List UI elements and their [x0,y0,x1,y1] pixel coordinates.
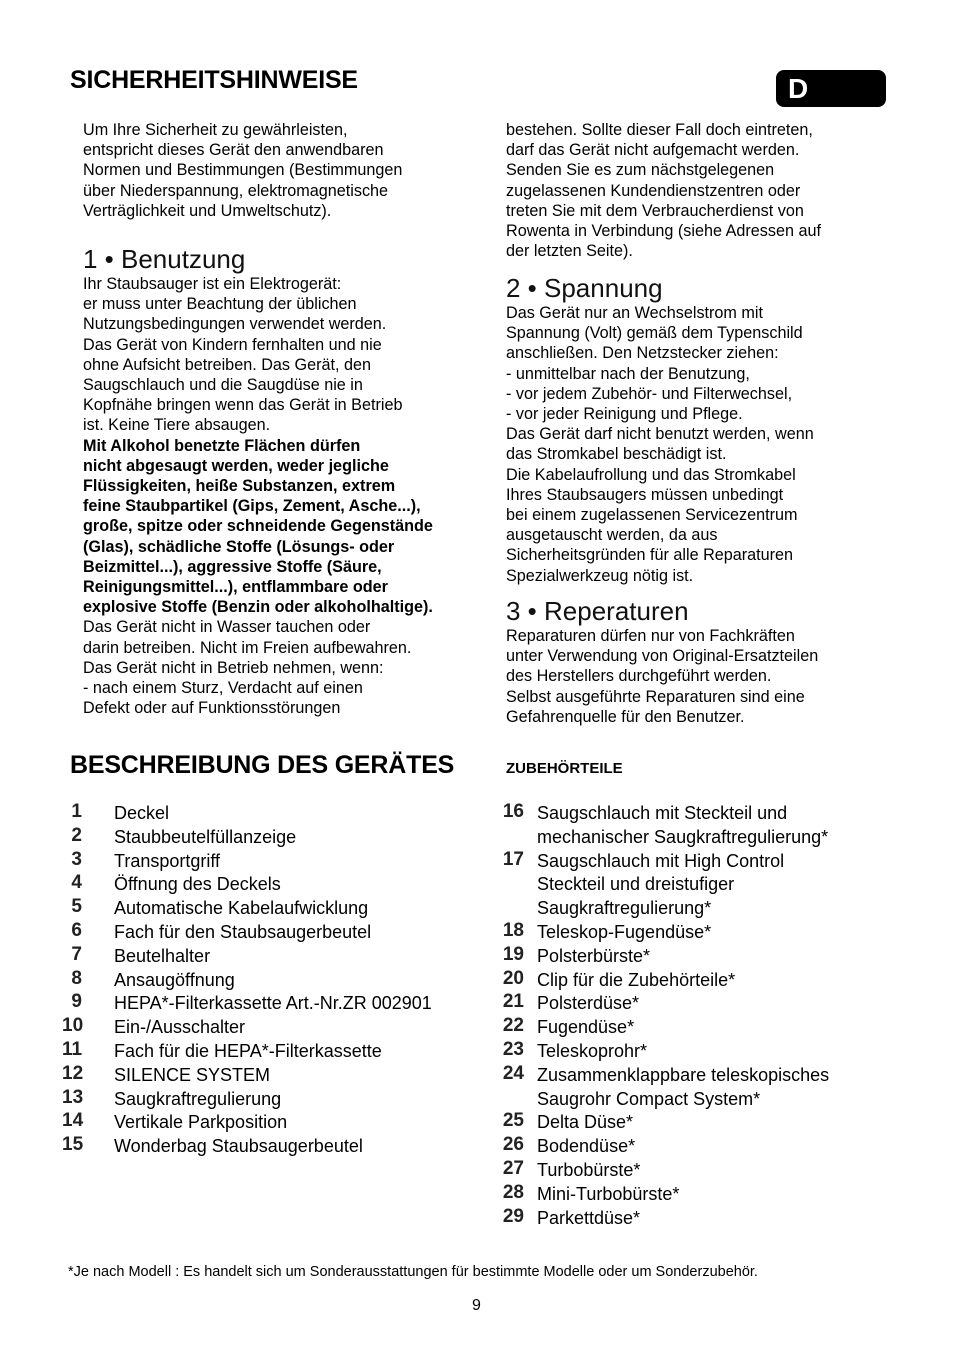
text-line: zugelassenen Kundendienstzentren oder [506,181,801,200]
text-line: Senden Sie es zum nächstgelegenen [506,161,775,180]
part-number: 7 [71,943,82,965]
text-line: Selbst ausgeführte Reparaturen sind eine [506,687,805,706]
warning-line: nicht abgesaugt werden, weder jegliche [83,456,389,475]
accessory-number: 18 [502,920,524,941]
text-line: Spannung (Volt) gemäß dem Typenschild [506,324,803,343]
accessory-label: Clip für die Zubehörteile* [537,969,736,990]
part-label: Deckel [114,803,170,823]
accessory-label: Polsterdüse* [537,993,640,1014]
text-line: Das Gerät nicht in Wasser tauchen oder [83,618,371,637]
description-title: BESCHREIBUNG DES GERÄTES [70,751,455,779]
part-label: Vertikale Parkposition [114,1112,288,1133]
part-label: Fach für den Staubsaugerbeutel [114,922,372,942]
part-number: 14 [62,1110,84,1132]
page-number: 9 [472,1297,481,1314]
text-line: er muss unter Beachtung der üblichen [83,295,357,314]
accessory-number: 19 [502,943,524,965]
intro-line: Verträglichkeit und Umweltschutz). [83,201,332,220]
warning-line: feine Staubpartikel (Gips, Zement, Asche...), [83,497,421,516]
accessory-number: 25 [502,1110,524,1132]
text-line: darf das Gerät nicht aufgemacht werden. [506,141,800,160]
page-title: SICHERHEITSHINWEISE [70,66,358,94]
language-badge: D [776,70,886,107]
part-label: Staubbeutelfüllanzeige [114,826,297,847]
warning-line: Flüssigkeiten, heiße Substanzen, extrem [83,477,396,496]
text-line: Das Gerät von Kindern fernhalten und nie [83,335,382,354]
accessory-label: Fugendüse* [537,1017,635,1038]
intro-line: Normen und Bestimmungen (Bestimmungen [83,161,403,180]
text-line: - vor jedem Zubehör- und Filterwechsel, [506,384,793,403]
warning-line: Mit Alkohol benetzte Flächen dürfen [83,436,361,455]
text-line: bestehen. Sollte dieser Fall doch eintreten, [506,121,813,139]
text-line: Kopfnähe bringen wenn das Gerät in Betrieb [83,396,403,415]
part-number: 15 [62,1134,84,1156]
intro-line: Um Ihre Sicherheit zu gewährleisten, [83,121,348,139]
accessory-number: 17 [502,848,524,870]
accessory-label: Saugschlauch mit Steckteil und [537,803,788,823]
part-number: 12 [62,1062,84,1084]
text-line: Das Gerät nur an Wechselstrom mit [506,304,763,322]
text-line: ist. Keine Tiere absaugen. [83,416,271,435]
text-line: anschließen. Den Netzstecker ziehen: [506,344,779,363]
part-label: Fach für die HEPA*-Filterkassette [114,1041,382,1061]
section-benutzung-text [83,274,478,718]
part-label: Wonderbag Staubsaugerbeutel [114,1136,363,1157]
text-line: Saugschlauch und die Saugdüse nie in [83,376,363,395]
part-number: 6 [71,920,82,941]
section-spannung-text [506,303,896,586]
part-number: 8 [71,967,82,989]
section-heading-benutzung: 1 • Benutzung [83,244,246,274]
accessory-number: 22 [502,1015,524,1037]
text-line: das Stromkabel beschädigt ist. [506,445,727,464]
warning-line: große, spitze oder schneidende Gegenstände [83,517,433,536]
text-line: treten Sie mit dem Verbraucherdienst von [506,201,804,220]
part-number: 5 [71,896,82,918]
accessory-number: 24 [502,1062,524,1084]
warning-line: Beizmittel...), aggressive Stoffe (Säure, [83,557,382,576]
text-line: Ihres Staubsaugers müssen unbedingt [506,485,784,504]
section-reperaturen-text [506,626,896,727]
accessory-label: Bodendüse* [537,1136,636,1157]
intro-line: über Niederspannung, elektromagnetische [83,181,389,200]
part-label: Beutelhalter [114,945,211,966]
accessory-number: 20 [502,967,524,989]
footnote: *Je nach Modell : Es handelt sich um Sonderausstattungen für bestimmte Modelle oder um Sonderzubehör. [68,1264,758,1280]
text-line: Das Gerät nicht in Betrieb nehmen, wenn: [83,658,384,677]
accessory-label: Turbobürste* [537,1160,641,1180]
text-line: bei einem zugelassenen Servicezentrum [506,506,798,525]
text-line: Gefahrenquelle für den Benutzer. [506,707,745,726]
accessory-number: 23 [502,1039,524,1060]
text-line: ausgetauscht werden, da aus [506,526,718,545]
part-number: 10 [62,1015,84,1037]
accessory-label: Parkettdüse* [537,1207,641,1228]
accessory-label: Teleskop-Fugendüse* [537,922,712,942]
part-label: Ein-/Ausschalter [114,1017,246,1038]
text-line: - nach einem Sturz, Verdacht auf einen [83,679,363,698]
accessory-label: Steckteil und dreistufiger [537,874,735,895]
text-line: Defekt oder auf Funktionsstörungen [83,699,341,718]
part-number: 4 [71,872,82,894]
text-line: Sicherheitsgründen für alle Reparaturen [506,546,794,565]
part-number: 13 [62,1086,84,1108]
section-heading-spannung: 2 • Spannung [506,273,663,303]
intro-line: entspricht dieses Gerät den anwendbaren [83,141,384,160]
section-heading-reperaturen: 3 • Reperaturen [506,596,689,626]
part-number: 3 [71,848,82,870]
accessory-label: Zusammenklappbare teleskopisches [537,1064,830,1085]
text-line: Die Kabelaufrollung und das Stromkabel [506,465,796,484]
text-line: Das Gerät darf nicht benutzt werden, wenn [506,425,814,444]
part-number: 1 [71,801,82,822]
accessory-label: mechanischer Saugkraftregulierung* [537,826,829,847]
text-line: - unmittelbar nach der Benutzung, [506,364,750,383]
accessory-number: 16 [502,801,524,822]
text-line: Rowenta in Verbindung (siehe Adressen auf [506,222,821,241]
accessory-number: 21 [502,991,524,1013]
accessory-number: 27 [502,1158,524,1179]
part-number: 2 [71,824,82,846]
text-line: Reparaturen dürfen nur von Fachkräften [506,627,795,645]
warning-line: (Glas), schädliche Stoffe (Lösungs- oder [83,537,395,556]
intro-text [83,120,478,221]
text-line: - vor jeder Reinigung und Pflege. [506,405,743,424]
part-label: Öffnung des Deckels [114,874,281,895]
text-line: Ihr Staubsauger ist ein Elektrogerät: [83,275,342,293]
accessory-label: Saugkraftregulierung* [537,898,712,919]
warning-line: explosive Stoffe (Benzin oder alkoholhaltige). [83,598,433,617]
part-number: 11 [62,1039,83,1060]
accessory-label: Saugschlauch mit High Control [537,850,785,871]
warning-line: Reinigungsmittel...), entflammbare oder [83,578,388,597]
text-line: ohne Aufsicht betreiben. Das Gerät, den [83,355,371,374]
accessory-label: Polsterbürste* [537,945,651,966]
text-line: darin betreiben. Nicht im Freien aufbewahren. [83,638,412,657]
part-label: HEPA*-Filterkassette Art.-Nr.ZR 002901 [114,993,432,1014]
part-label: Transportgriff [114,850,221,871]
part-label: Automatische Kabelaufwicklung [114,898,369,919]
right-intro-text [506,120,896,261]
part-number: 9 [71,991,82,1013]
text-line: der letzten Seite). [506,242,633,261]
text-line: des Herstellers durchgeführt werden. [506,667,772,686]
part-label: Ansaugöffnung [114,969,235,990]
accessory-number: 28 [502,1181,524,1203]
accessories-label: ZUBEHÖRTEILE [506,760,623,777]
part-label: SILENCE SYSTEM [114,1064,271,1085]
text-line: Nutzungsbedingungen verwendet werden. [83,315,387,334]
accessory-label: Delta Düse* [537,1112,634,1133]
text-line: unter Verwendung von Original-Ersatzteilen [506,647,819,666]
part-label: Saugkraftregulierung [114,1088,282,1109]
accessory-label: Mini-Turbobürste* [537,1183,680,1204]
text-line: Spezialwerkzeug nötig ist. [506,566,694,585]
accessory-label: Saugrohr Compact System* [537,1088,761,1109]
accessory-number: 29 [502,1205,524,1227]
accessory-number: 26 [502,1134,524,1156]
accessory-label: Teleskoprohr* [537,1041,648,1061]
